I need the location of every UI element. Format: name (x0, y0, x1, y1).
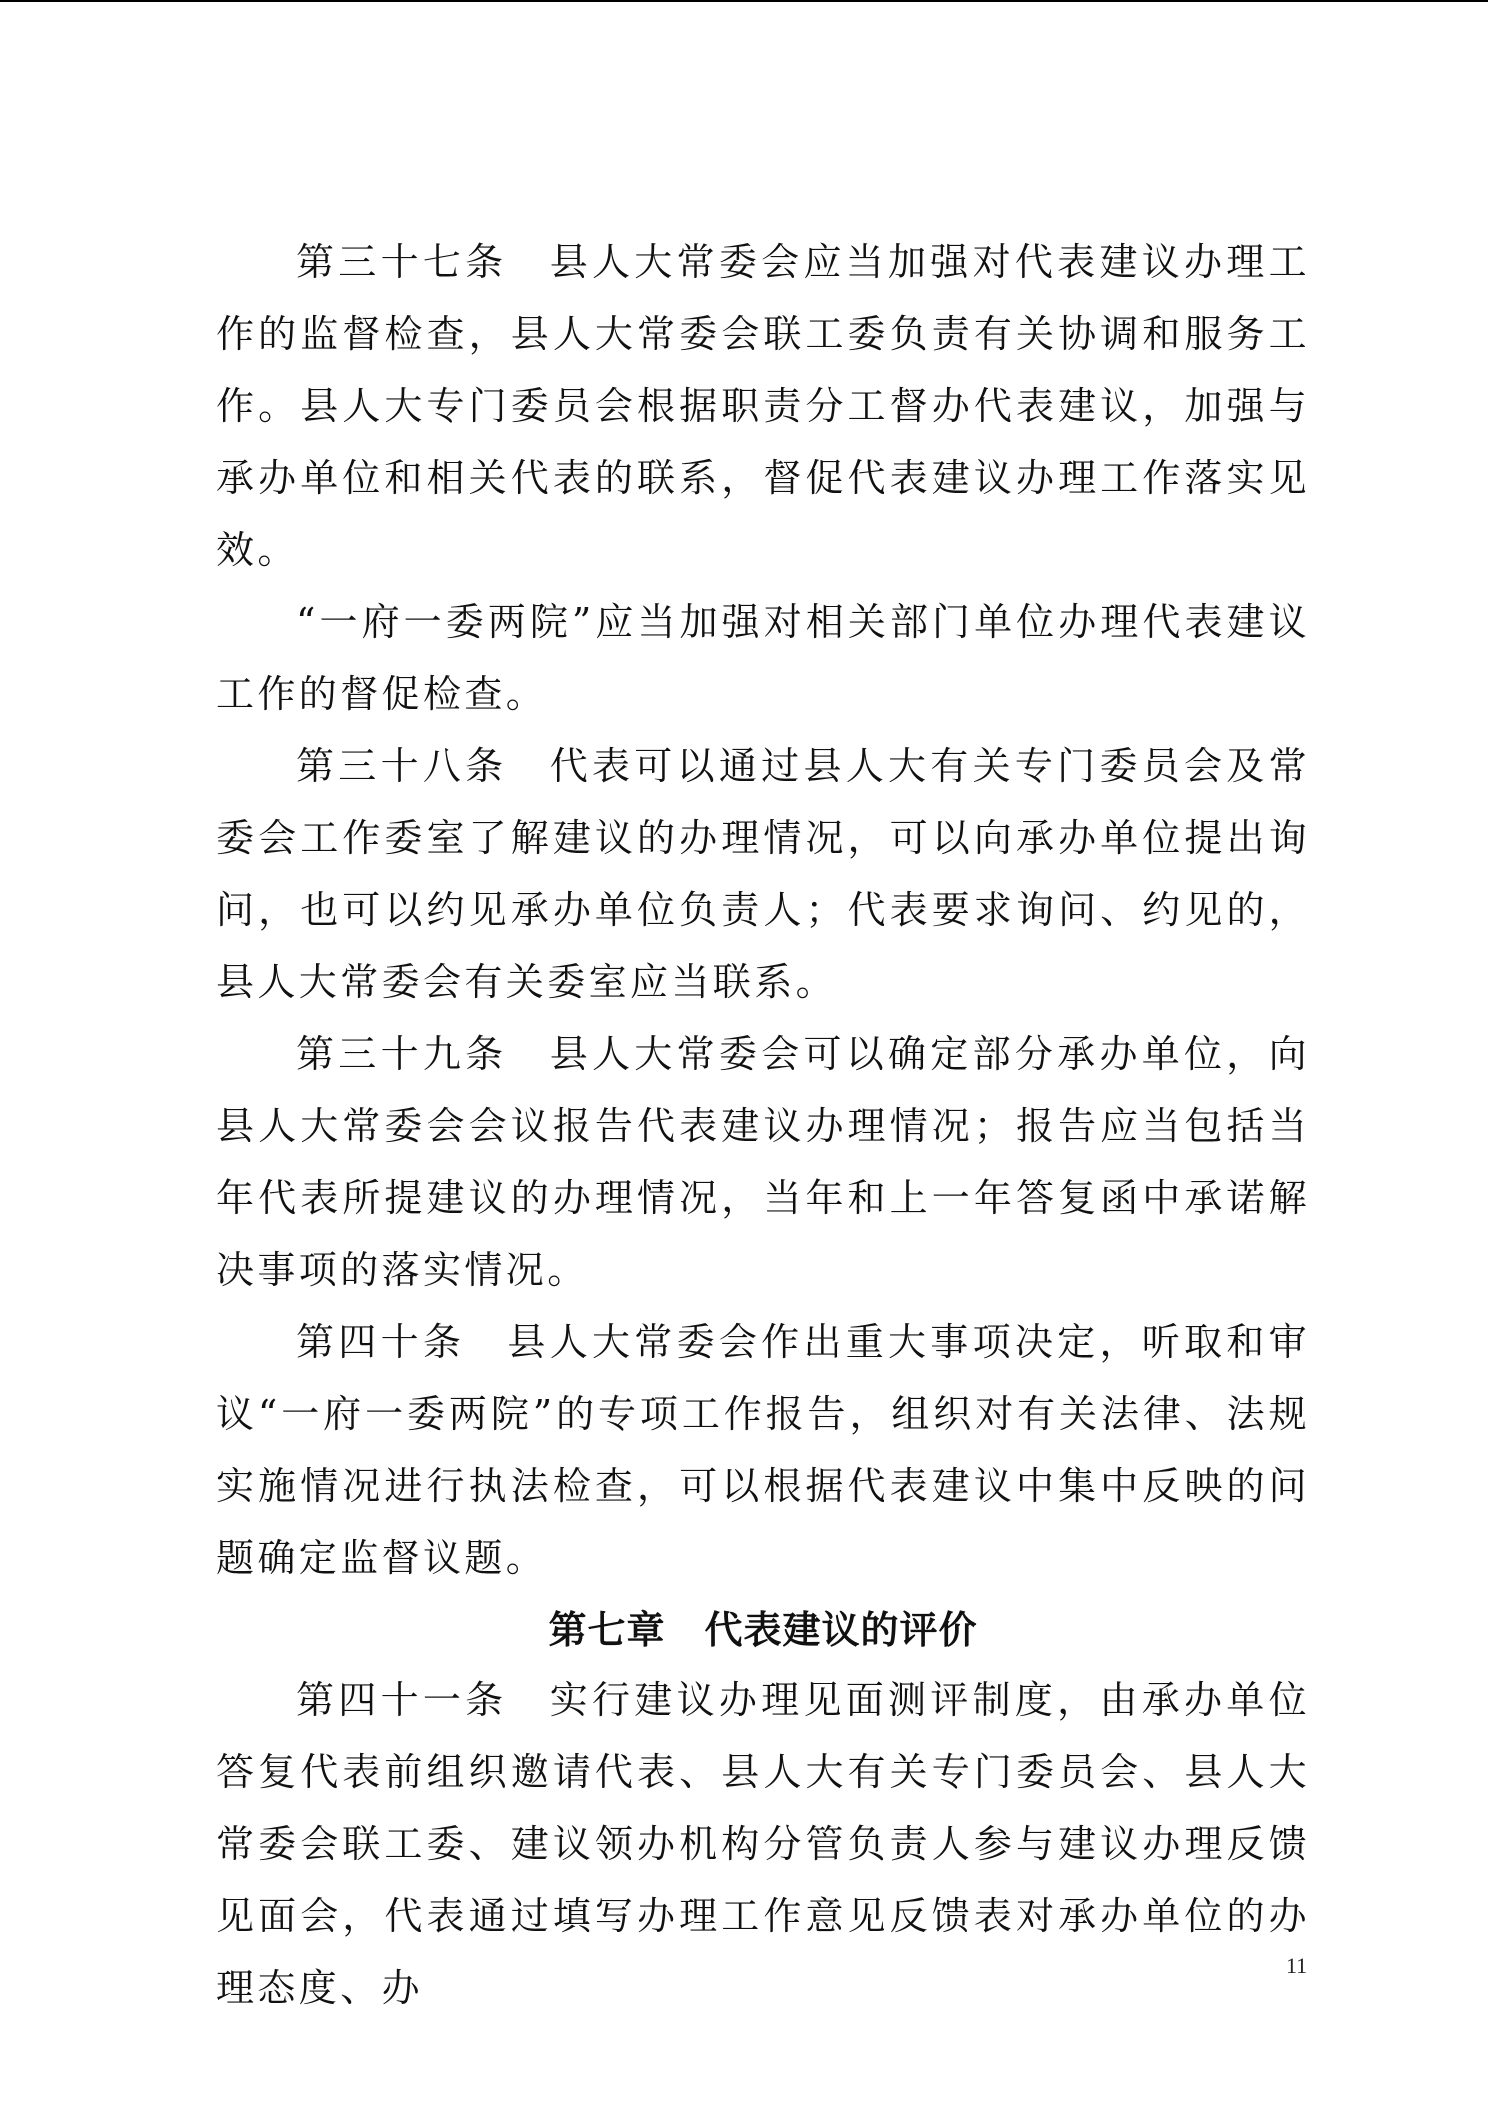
article-39-paragraph: 第三十九条 县人大常委会可以确定部分承办单位，向县人大常委会会议报告代表建议办理情况；报告应当包括当年代表所提建议的办理情况，当年和上一年答复函中承诺解决事项的落实情况。 (216, 1032, 1310, 1292)
chapter-heading: 第七章 代表建议的评价 (548, 1608, 978, 1652)
article-38-paragraph: 第三十八条 代表可以通过县人大有关专门委员会及常委会工作委室了解建议的办理情况，可以向承办单位提出询问，也可以约见承办单位负责人；代表要求询问、约见的，县人大常委会有关委室应当联系。 (216, 744, 1310, 1004)
top-border-line (0, 0, 1488, 2)
article-41-paragraph: 第四十一条 实行建议办理见面测评制度，由承办单位答复代表前组织邀请代表、县人大有关专门委员会、县人大常委会联工委、建议领办机构分管负责人参与建议办理反馈见面会，代表通过填写办理工作意见反馈表对承办单位的办理态度、办 (216, 1678, 1310, 2010)
document-body (216, 226, 1310, 2024)
article-37-second-paragraph: “一府一委两院”应当加强对相关部门单位办理代表建议工作的督促检查。 (216, 600, 1310, 716)
article-37-paragraph: 第三十七条 县人大常委会应当加强对代表建议办理工作的监督检查，县人大常委会联工委负责有关协调和服务工作。县人大专门委员会根据职责分工督办代表建议，加强与承办单位和相关代表的联系，督促代表建议办理工作落实见效。 (216, 240, 1310, 572)
page-number: 11 (1286, 1953, 1308, 1978)
article-40-paragraph: 第四十条 县人大常委会作出重大事项决定，听取和审议“一府一委两院”的专项工作报告，组织对有关法律、法规实施情况进行执法检查，可以根据代表建议中集中反映的问题确定监督议题。 (216, 1320, 1310, 1580)
